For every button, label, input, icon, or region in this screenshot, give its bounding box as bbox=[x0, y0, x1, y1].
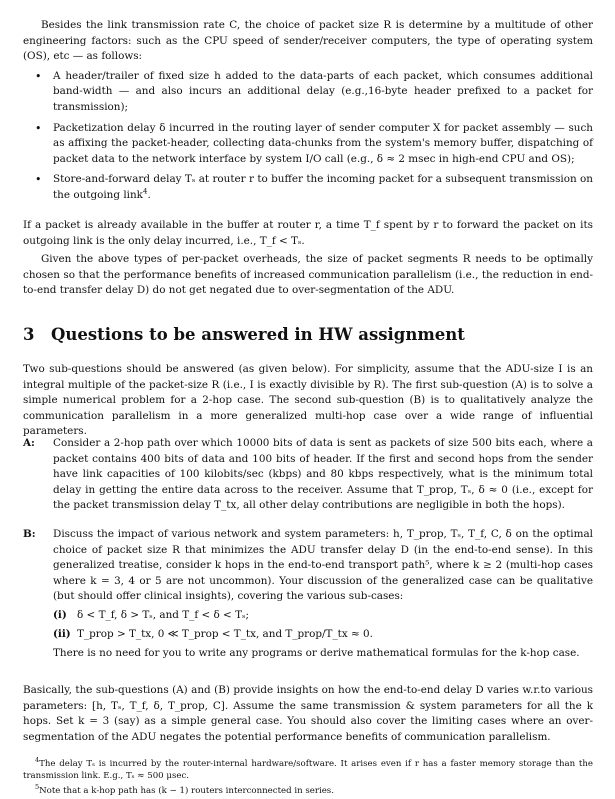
list-item: • Store-and-forward delay Tₛ at router r to buffer the incoming packet for a subsequent transmission on the outgoing link$^4$. bbox=[35, 173, 593, 201]
question-b-label: B: bbox=[23, 528, 36, 540]
sub-case-ii-label: (ii) bbox=[53, 627, 71, 640]
bullet-dot-icon: • bbox=[35, 121, 42, 135]
section-number: 3 bbox=[23, 325, 35, 344]
no-programs-note: There is no need for you to write any programs or derive mathematical formulas for the k-hop case. bbox=[53, 647, 580, 660]
bullet-dot-icon: • bbox=[35, 173, 42, 187]
question-a-label: A: bbox=[23, 437, 35, 449]
section-heading bbox=[23, 325, 593, 345]
section-intro-block bbox=[23, 362, 593, 440]
overheads-paragraph: Given the above types of per-packet overheads, the size of packet segments R needs to be optimally chosen so that the performance benefits of increased communication parallelism (i.e., the reduction in end-to-end transfer delay D) do not get negated due to over-segmentation of the ADU. bbox=[23, 253, 593, 297]
router-paragraph-block bbox=[23, 218, 593, 249]
footnote-ref[interactable]: 4 bbox=[142, 187, 148, 196]
footnotes bbox=[23, 758, 593, 797]
intro-paragraph: Besides the link transmission rate C, the choice of packet size R is determine by a multitude of other engineering factors: such as the CPU speed of sender/receiver computers, the type of operating system (OS), etc — as follows: bbox=[23, 19, 593, 63]
intro-block bbox=[23, 18, 593, 209]
question-b-text: Discuss the impact of various network and system parameters: h, T_prop, Tₛ, T_f, C, δ on the optimal choice of packet size R that minimizes the ADU transfer delay D (in the end-to-end sense). In this generalized treatise, consider k hops in the end-to-end transport path⁵, where k ≥ 2 (multi-hop cases where k = 3, 4 or 5 are not uncommon). Your discussion of the generalized case can be qualitative (but should offer clinical insights), covering the various sub-cases: bbox=[53, 528, 593, 603]
sub-case-i bbox=[53, 608, 593, 624]
footnote-5: $^5$Note that a k-hop path has (k − 1) routers interconnected in series. bbox=[35, 783, 334, 796]
sub-case-ii bbox=[53, 627, 593, 643]
sub-case-ii-text: T_prop > T_tx, 0 ≪ T_prop < T_tx, and T_prop/T_tx ≈ 0. bbox=[77, 627, 373, 640]
sub-case-i-text: δ < T_f, δ > Tₛ, and T_f < δ < Tₛ; bbox=[77, 608, 250, 621]
closing-paragraph: Basically, the sub-questions (A) and (B) provide insights on how the end-to-end delay D varies w.r.to various parameters: [h, Tₛ, T_f, δ, T_prop, C]. Assume the same transmission & system parameters for all the k hops. Set k = 3 (say) as a simple general case. You should also cover the limiting cases where an over-segmentation of the ADU negates the potential performance benefits of communication parallelism. bbox=[23, 684, 593, 743]
list-item: • Packetization delay δ incurred in the routing layer of sender computer X for packet assembly — such as affixing the packet-header, collecting data-chunks from the system's memory buffer, dispatching of packet data to the network interface by system I/O call (e.g., δ ≈ 2 msec in high-end CPU and OS); bbox=[35, 121, 593, 165]
question-b bbox=[23, 527, 593, 662]
question-a bbox=[23, 436, 593, 514]
router-paragraph: If a packet is already available in the buffer at router r, a time T_f spent by r to forward the packet on its outgoing link is the only delay incurred, i.e., T_f < Tₛ. bbox=[23, 219, 593, 247]
closing-block bbox=[23, 683, 593, 745]
list-item: • A header/trailer of fixed size h added to the data-parts of each packet, which consumes additional band-width — and also incurs an additional delay (e.g.,16-byte header prefixed to a packet for transmission); bbox=[35, 69, 593, 113]
footnote-4: $^4$The delay Tₛ is incurred by the router-internal hardware/software. It arises even if r has a faster memory storage than the transmission link. E.g., Tₛ ≈ 500 μsec. bbox=[23, 756, 593, 781]
section-intro-paragraph: Two sub-questions should be answered (as given below). For simplicity, assume that the ADU-size I is an integral multiple of the packet-size R (i.e., I is exactly divisible by R). The first sub-question (A) is to solve a simple numerical problem for a 2-hop case. The second sub-question (B) is to qualitatively analyze the communication parallelism in a more generalized multi-hop case over a wide range of influential parameters. bbox=[23, 363, 593, 438]
sub-case-i-label: (i) bbox=[53, 608, 67, 621]
overhead-list bbox=[23, 69, 593, 204]
section-title: Questions to be answered in HW assignment bbox=[51, 325, 465, 344]
question-a-text: Consider a 2-hop path over which 10000 bits of data is sent as packets of size 500 bits each, where a packet contains 400 bits of data and 100 bits of header. If the first and second hops from the sender have link capacities of 100 kilobits/sec (kbps) and 80 kbps respectively, what is the minimum total delay in getting the entire data across to the receiver. Assume that T_prop, Tₛ, δ ≈ 0 (i.e., except for the packet transmission delay T_tx, all other delay contributions are negligible in both the hops). bbox=[53, 437, 593, 512]
bullet-dot-icon: • bbox=[35, 69, 42, 83]
overheads-paragraph-block bbox=[23, 252, 593, 299]
